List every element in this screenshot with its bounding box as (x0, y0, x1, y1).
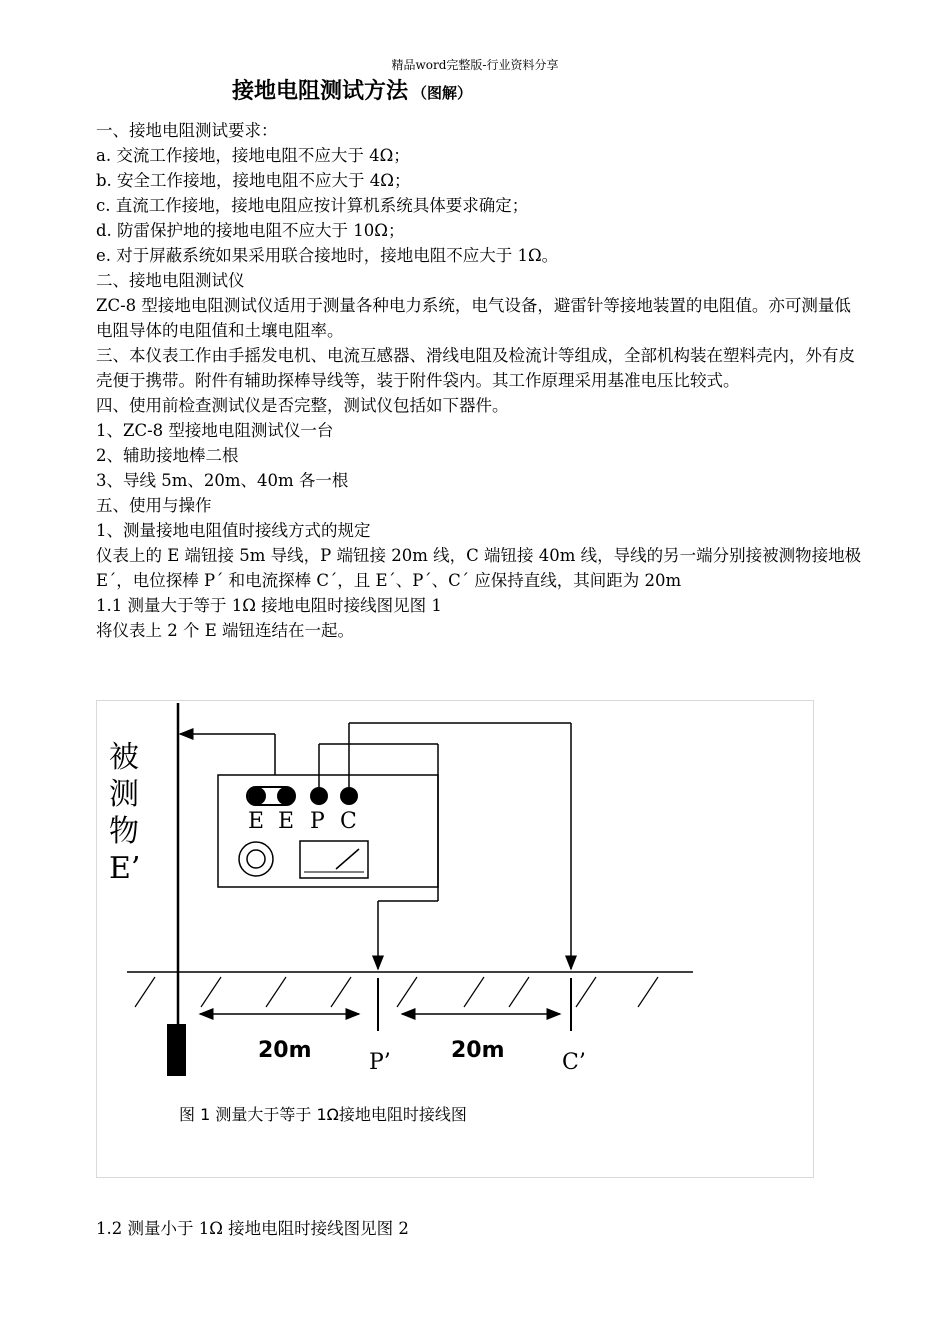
terminal-label: E (278, 809, 295, 834)
object-label-char: 测 (109, 777, 139, 812)
c-terminal (340, 787, 358, 805)
paragraph: b. 安全工作接地，接地电阻不应大于 4Ω； (96, 171, 411, 190)
distance-label: 20m (451, 1038, 505, 1063)
title-block (232, 74, 472, 105)
paragraph: 二、接地电阻测试仪 (96, 271, 245, 290)
distance-label: 20m (258, 1038, 312, 1063)
tail-text: 1.2 测量小于 1Ω 接地电阻时接线图见图 2 (96, 1219, 409, 1238)
e-terminal (248, 787, 266, 805)
object-label-char: E’ (109, 851, 141, 886)
wiring-diagram (97, 701, 813, 1177)
paragraph: 2、辅助接地棒二根 (96, 446, 239, 465)
header-note: 精品word完整版-行业资料分享 (391, 58, 559, 72)
probe-label: P’ (369, 1050, 391, 1075)
crank-knob-inner (247, 850, 265, 868)
body-text (96, 118, 866, 643)
terminal-label: E (248, 809, 265, 834)
page-title: 接地电阻测试方法 (232, 79, 409, 104)
e-terminal (277, 787, 295, 805)
p-terminal (310, 787, 328, 805)
paragraph: d. 防雷保护地的接地电阻不应大于 10Ω； (96, 221, 405, 240)
paragraph: 3、导线 5m、20m、40m 各一根 (96, 471, 349, 490)
paragraph: 1、测量接地电阻值时接线方式的规定 (96, 521, 371, 540)
paragraph: c. 直流工作接地，接地电阻应按计算机系统具体要求确定； (96, 196, 529, 215)
object-label-char: 物 (109, 814, 139, 849)
paragraph: e. 对于屏蔽系统如果采用联合接地时，接地电阻不应大于 1Ω。 (96, 246, 559, 265)
page-subtitle: （图解） (412, 84, 473, 102)
ground-hatching (135, 977, 658, 1007)
terminal-label: C (340, 809, 357, 834)
paragraph: ZC-8 型接地电阻测试仪适用于测量各种电力系统，电气设备，避雷针等接地装置的电阻值。亦可测量低电阻导体的电阻值和土壤电阻率。 (96, 296, 851, 340)
paragraph: 1.1 测量大于等于 1Ω 接地电阻时接线图见图 1 (96, 596, 442, 615)
paragraph: 1、ZC-8 型接地电阻测试仪一台 (96, 421, 334, 440)
figure-1 (96, 700, 814, 1178)
earth-electrode-rod (167, 1024, 186, 1076)
terminal-label: P (310, 809, 325, 834)
paragraph: 三、本仪表工作由手摇发电机、电流互感器、滑线电阻及检流计等组成，全部机构装在塑料壳内，外有皮壳便于携带。附件有辅助探棒导线等，装于附件袋内。其工作原理采用基准电压比较式。 (96, 346, 855, 390)
paragraph: 将仪表上 2 个 E 端钮连结在一起。 (96, 621, 355, 640)
object-label-char: 被 (109, 740, 139, 775)
paragraph: 一、接地电阻测试要求： (96, 121, 278, 140)
paragraph: 仪表上的 E 端钮接 5m 导线，P 端钮接 20m 线，C 端钮接 40m 线，导线的另一端分别接被测物接地极 E´，电位探棒 P´ 和电流探棒 C´，且 E´、P´、C´ 应保持直线，其间距为 20m (96, 546, 862, 590)
paragraph: 五、使用与操作 (96, 496, 212, 515)
probe-label: C’ (562, 1050, 586, 1075)
figure-caption: 图 1 测量大于等于 1Ω接地电阻时接线图 (179, 1105, 467, 1124)
paragraph: 四、使用前检查测试仪是否完整，测试仪包括如下器件。 (96, 396, 509, 415)
paragraph: a. 交流工作接地，接地电阻不应大于 4Ω； (96, 146, 410, 165)
